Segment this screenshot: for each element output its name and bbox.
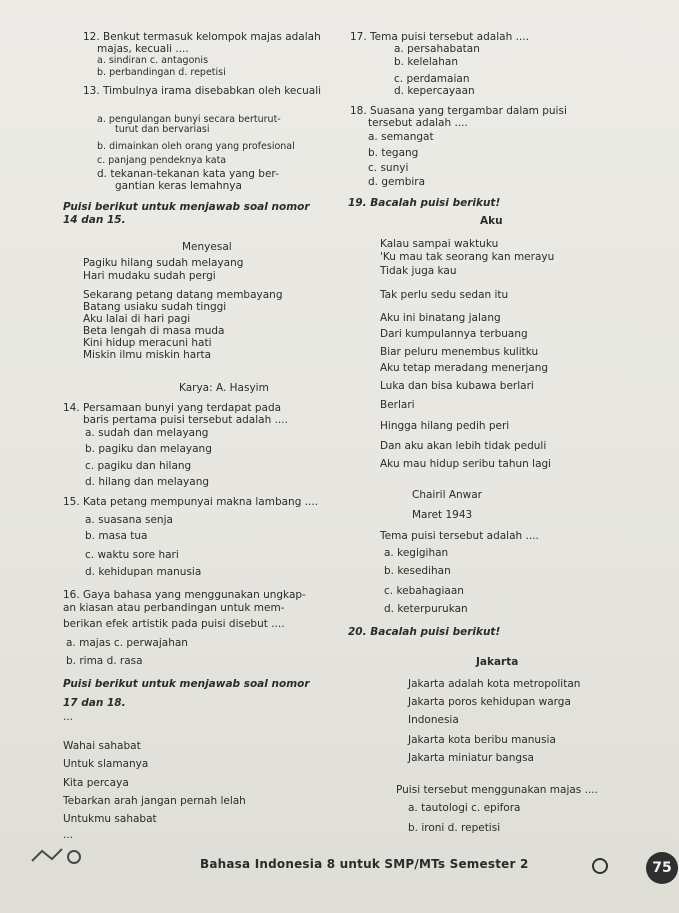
q17-opt-c: c. perdamaian	[394, 73, 470, 85]
poem1-line: Hari mudaku sudah pergi	[83, 270, 216, 282]
q15-opt-c: c. waktu sore hari	[85, 549, 179, 561]
poem1-line: Sekarang petang datang membayang	[83, 289, 283, 301]
q16-text: 16. Gaya bahasa yang menggunakan ungkap-	[63, 589, 306, 601]
footer-title: Bahasa Indonesia 8 untuk SMP/MTs Semester 2	[200, 857, 529, 871]
instruction-17-18b: 17 dan 18.	[63, 697, 126, 709]
poem2-line: Untuk slamanya	[63, 758, 149, 770]
poem1-line: Kini hidup meracuni hati	[83, 337, 212, 349]
q14-text-2: baris pertama puisi tersebut adalah ....	[83, 414, 288, 426]
q15-opt-d: d. kehidupan manusia	[85, 566, 202, 578]
poem2-line: Tebarkan arah jangan pernah lelah	[63, 795, 246, 807]
q13-opt-a-2: turut dan bervariasi	[115, 124, 210, 135]
ellipsis: ...	[63, 711, 74, 723]
poem3-line: Aku mau hidup seribu tahun lagi	[380, 458, 552, 470]
q17-opt-a: a. persahabatan	[394, 43, 480, 55]
q12-options-1: a. sindiran c. antagonis	[97, 55, 209, 66]
q18-opt-a: a. semangat	[368, 131, 434, 143]
q16-text-3: berikan efek artistik pada puisi disebut ....	[63, 618, 285, 630]
q18-opt-d: d. gembira	[368, 176, 426, 188]
q13-text: 13. Timbulnya irama disebabkan oleh kecuali	[83, 85, 322, 97]
q17-opt-b: b. kelelahan	[394, 56, 458, 68]
poem1-line: Pagiku hilang sudah melayang	[83, 257, 244, 269]
q19-opt-d: d. keterpurukan	[384, 603, 468, 615]
circle-icon	[592, 858, 608, 874]
poem1-line: Miskin ilmu miskin harta	[83, 349, 212, 361]
q12-options-2: b. perbandingan d. repetisi	[97, 67, 226, 78]
q16-text-2: an kiasan atau perbandingan untuk mem-	[63, 602, 285, 614]
poem1-line: Beta lengah di masa muda	[83, 325, 225, 337]
page-number: 75	[646, 852, 678, 884]
q15-opt-a: a. suasana senja	[85, 514, 173, 526]
poem3-line: Dan aku akan lebih tidak peduli	[380, 440, 547, 452]
q16-options-2: b. rima d. rasa	[66, 655, 143, 667]
q16-options-1: a. majas c. perwajahan	[66, 637, 188, 649]
q19-opt-c: c. kebahagiaan	[384, 585, 464, 597]
q20-text: 20. Bacalah puisi berikut!	[348, 626, 501, 638]
poem2-line: Untukmu sahabat	[63, 813, 157, 825]
instruction-14-15: Puisi berikut untuk menjawab soal nomor	[63, 201, 310, 213]
poem2-line: ...	[63, 829, 74, 841]
q19-text: 19. Bacalah puisi berikut!	[348, 197, 501, 209]
poem-title-jakarta: Jakarta	[476, 656, 519, 668]
poem3-line: Dari kumpulannya terbuang	[380, 328, 528, 340]
poem3-line: Kalau sampai waktuku	[380, 238, 499, 250]
q19-question: Tema puisi tersebut adalah ....	[380, 530, 539, 542]
poem1-line: Aku lalai di hari pagi	[83, 313, 191, 325]
q14-text: 14. Persamaan bunyi yang terdapat pada	[63, 402, 282, 414]
q18-opt-c: c. sunyi	[368, 162, 409, 174]
poem3-line: Berlari	[380, 399, 415, 411]
poem4-line: Jakarta miniatur bangsa	[408, 752, 534, 764]
q13-opt-a: a. pengulangan bunyi secara berturut-	[97, 114, 281, 125]
q13-opt-b: b. dimainkan oleh orang yang profesional	[97, 141, 295, 152]
q13-opt-c: c. panjang pendeknya kata	[97, 155, 227, 166]
poem2-line: Wahai sahabat	[63, 740, 141, 752]
poem3-date: Maret 1943	[412, 509, 473, 521]
page-footer	[0, 840, 679, 880]
q18-text: 18. Suasana yang tergambar dalam puisi	[350, 105, 567, 117]
poem4-line: Jakarta adalah kota metropolitan	[408, 678, 581, 690]
q14-opt-d: d. hilang dan melayang	[85, 476, 210, 488]
poem3-line: Aku ini binatang jalang	[380, 312, 501, 324]
q15-opt-b: b. masa tua	[85, 530, 148, 542]
q19-opt-b: b. kesedihan	[384, 565, 451, 577]
poem3-line: 'Ku mau tak seorang kan merayu	[380, 251, 555, 263]
poem-title-menyesal: Menyesal	[182, 241, 232, 253]
poem3-author: Chairil Anwar	[412, 489, 483, 501]
q18-text-2: tersebut adalah ....	[368, 117, 468, 129]
poem3-line: Tak perlu sedu sedan itu	[380, 289, 509, 301]
q14-opt-a: a. sudah dan melayang	[85, 427, 209, 439]
q14-opt-c: c. pagiku dan hilang	[85, 460, 192, 472]
q17-opt-d: d. kepercayaan	[394, 85, 475, 97]
instruction-17-18: Puisi berikut untuk menjawab soal nomor	[63, 678, 310, 690]
poem3-line: Aku tetap meradang menerjang	[380, 362, 549, 374]
q12-text-2: majas, kecuali ....	[97, 43, 189, 55]
poem3-line: Tidak juga kau	[380, 265, 457, 277]
q20-question: Puisi tersebut menggunakan majas ....	[396, 784, 598, 796]
q19-label	[348, 197, 500, 209]
instruction-14-15b: 14 dan 15.	[63, 214, 126, 226]
q14-opt-b: b. pagiku dan melayang	[85, 443, 212, 455]
q19-opt-a: a. kegigihan	[384, 547, 449, 559]
q13-opt-d: d. tekanan-tekanan kata yang ber-	[97, 168, 279, 180]
q15-text: 15. Kata petang mempunyai makna lambang ....	[63, 496, 319, 508]
poem4-line: Jakarta poros kehidupan warga	[408, 696, 571, 708]
poem1-line: Batang usiaku sudah tinggi	[83, 301, 227, 313]
poem4-line: Jakarta kota beribu manusia	[408, 734, 556, 746]
q20-options-1: a. tautologi c. epifora	[408, 802, 521, 814]
poem1-author: Karya: A. Hasyim	[179, 382, 269, 394]
q13-opt-d-2: gantian keras lemahnya	[115, 180, 242, 192]
poem3-line: Biar peluru menembus kulitku	[380, 346, 539, 358]
q20-options-2: b. ironi d. repetisi	[408, 822, 501, 834]
poem3-line: Hingga hilang pedih peri	[380, 420, 510, 432]
poem3-line: Luka dan bisa kubawa berlari	[380, 380, 534, 392]
q18-opt-b: b. tegang	[368, 147, 419, 159]
poem2-line: Kita percaya	[63, 777, 129, 789]
poem-title-aku: Aku	[480, 215, 503, 227]
q12-text: 12. Benkut termasuk kelompok majas adalah	[83, 31, 321, 43]
q17-text: 17. Tema puisi tersebut adalah ....	[350, 31, 529, 43]
poem4-line: Indonesia	[408, 714, 459, 726]
